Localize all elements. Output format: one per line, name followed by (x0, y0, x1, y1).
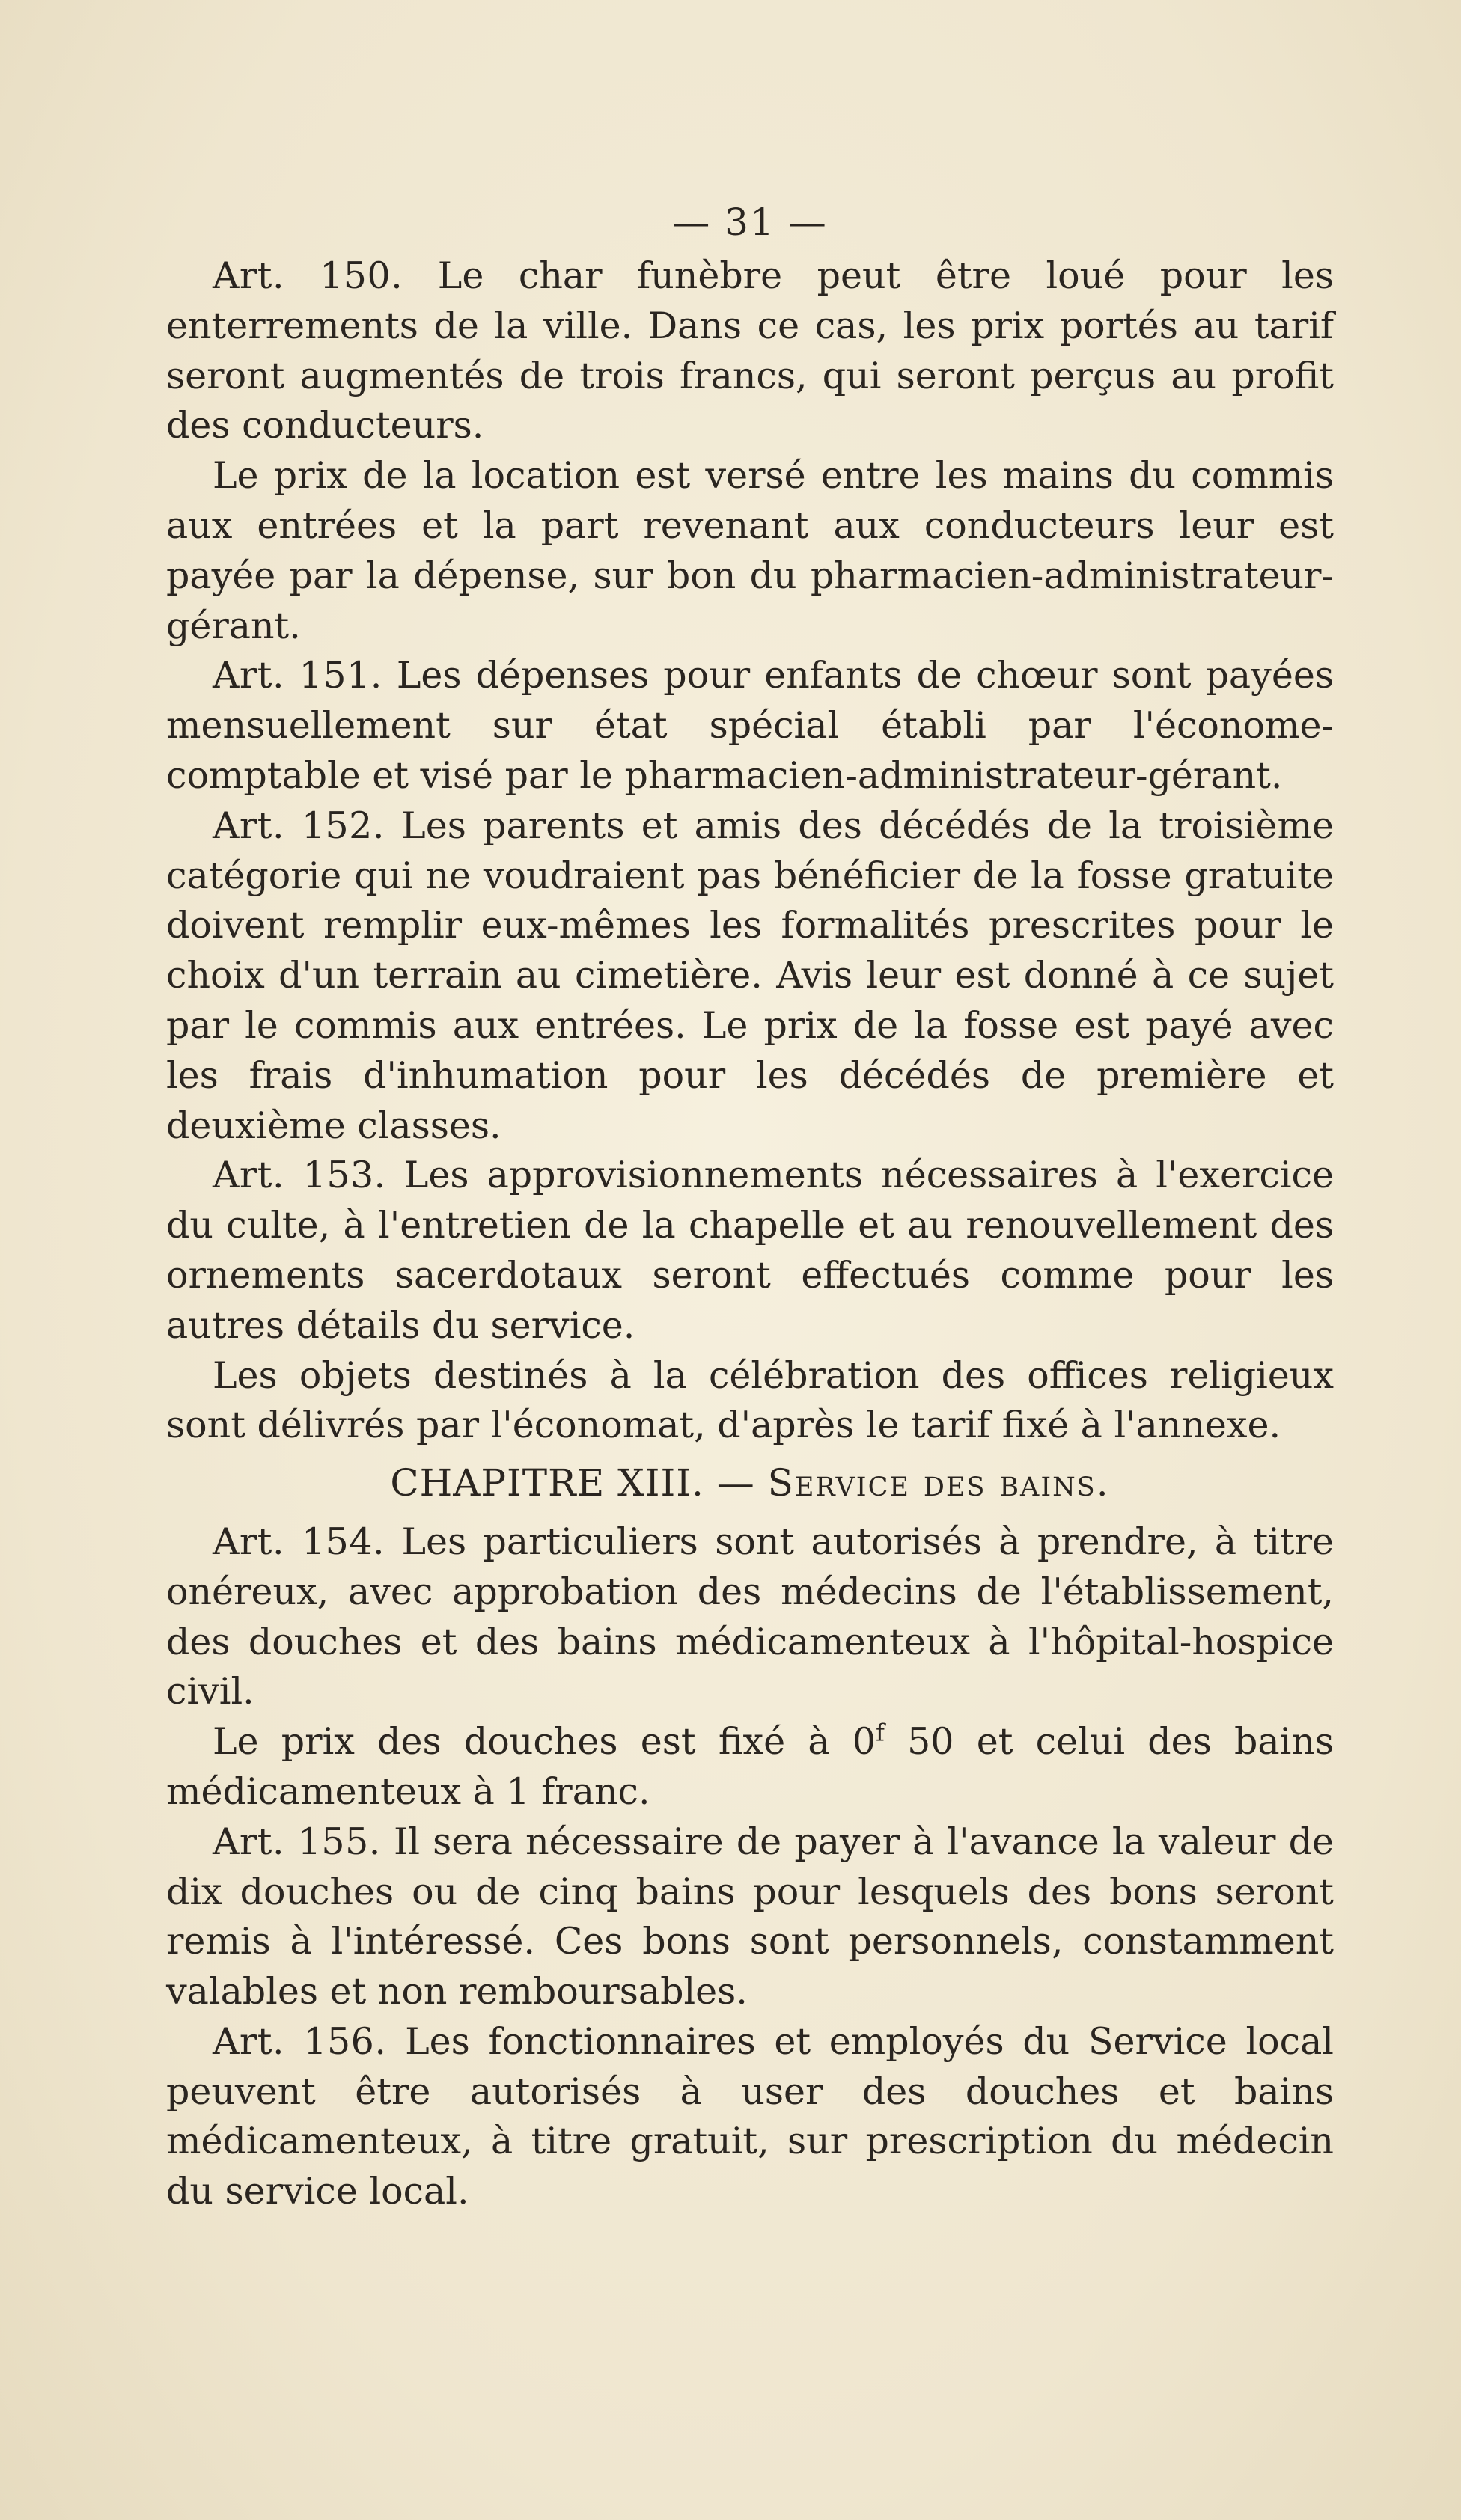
paragraph-text: Il sera nécessaire de payer à l'avance la valeur de dix douches ou de cinq bains pour lesquels des bons seront remis à l'intéressé. Ces bons sont personnels, constamment valables et non remboursables. (166, 1820, 1334, 2013)
price-text-after: 50 et celui des bains médicamenteux à 1 franc. (166, 1720, 1334, 1813)
paragraph-text: Le prix de la location est versé entre les mains du commis aux entrées et la part revenant aux conducteurs leur est payée par la dépense, sur bon du pharmacien-administrateur-gérant. (166, 454, 1334, 647)
article-label: Art. 150. (213, 254, 403, 297)
paragraph-location (166, 451, 1334, 651)
price-superscript: f (876, 1718, 885, 1747)
text-block (166, 196, 1334, 2217)
paragraph-text: Les objets destinés à la célébration des offices religieux sont délivrés par l'économat, d'après le tarif fixé à l'annexe. (166, 1354, 1334, 1447)
paragraph-art-152 (166, 801, 1334, 1152)
paragraph-text: Les approvisionnements nécessaires à l'exercice du culte, à l'entretien de la chapelle et au renouvellement des ornements sacerdotaux seront effectués comme pour les autres détails du service. (166, 1154, 1334, 1347)
article-label: Art. 154. (213, 1520, 385, 1563)
price-text-before: Le prix des douches est fixé à 0 (213, 1720, 876, 1764)
article-label: Art. 151. (213, 654, 382, 697)
chapter-heading (166, 1458, 1334, 1508)
paragraph-art-156 (166, 2017, 1334, 2217)
paragraph-art-151 (166, 651, 1334, 801)
paragraph-art-153 (166, 1151, 1334, 1351)
paragraph-objets (166, 1351, 1334, 1452)
article-label: Art. 156. (213, 2019, 387, 2063)
paragraph-text: Les dépenses pour enfants de chœur sont payées mensuellement sur état spécial établi par l'économe-comptable et visé par le pharmacien-administrateur-gérant. (166, 654, 1334, 797)
paragraph-text: Les fonctionnaires et employés du Service local peuvent être autorisés à user des douches et bains médicamenteux, à titre gratuit, sur prescription du médecin du service local. (166, 2019, 1334, 2213)
paragraph-art-150 (166, 251, 1334, 451)
article-label: Art. 155. (213, 1820, 381, 1863)
chapter-title: Service des bains. (767, 1461, 1110, 1505)
paragraph-art-155 (166, 1817, 1334, 2017)
paragraph-text: Les particuliers sont autorisés à prendre, à titre onéreux, avec approbation des médecins de l'établissement, des douches et des bains médicamenteux à l'hôpital-hospice civil. (166, 1520, 1334, 1713)
paragraph-price (166, 1717, 1334, 1817)
chapter-number: CHAPITRE XIII. — (390, 1461, 768, 1505)
paragraph-art-154 (166, 1517, 1334, 1717)
article-label: Art. 153. (213, 1154, 386, 1197)
paragraph-text: Les parents et amis des décédés de la troisième catégorie qui ne voudraient pas bénéficier de la fosse gratuite doivent remplir eux-mêmes les formalités prescrites pour le choix d'un terrain au cimetière. Avis leur est donné à ce sujet par le commis aux entrées. Le prix de la fosse est payé avec les frais d'inhumation pour les décédés de première et deuxième classes. (166, 804, 1334, 1147)
article-label: Art. 152. (213, 804, 385, 847)
page-number: — 31 — (672, 201, 828, 244)
paragraph-text: Le char funèbre peut être loué pour les enterrements de la ville. Dans ce cas, les prix portés au tarif seront augmentés de trois francs, qui seront perçus au profit des conducteurs. (166, 254, 1334, 447)
